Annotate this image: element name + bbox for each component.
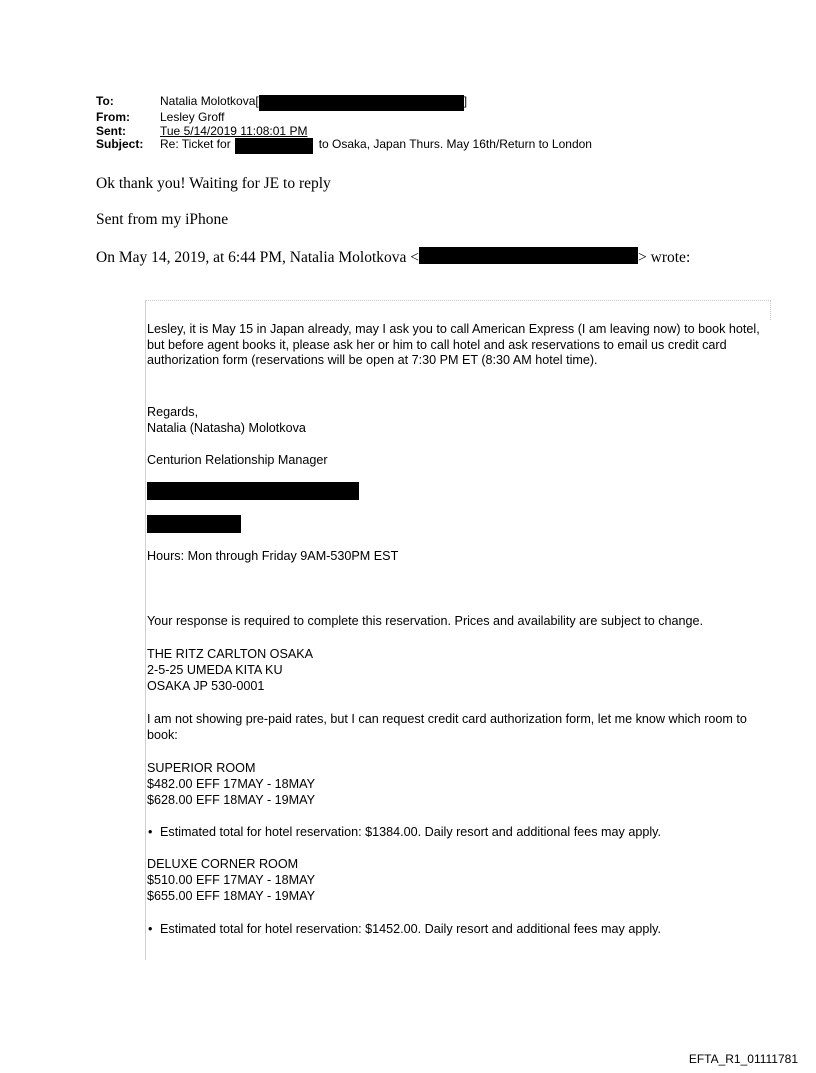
room1-estimate-text: Estimated total for hotel reservation: $1384.00. Daily resort and additional fees may apply. [160, 825, 661, 839]
subject-label: Subject: [96, 137, 144, 151]
bullet-glyph: • [148, 922, 153, 936]
hours: Hours: Mon through Friday 9AM-530PM EST [147, 549, 399, 563]
room2-name: DELUXE CORNER ROOM [147, 857, 299, 871]
room2-estimate [148, 922, 661, 938]
to-value: Natalia Molotkova[ [160, 94, 259, 108]
sent-value: Tue 5/14/2019 11:08:01 PM [160, 123, 308, 138]
from-label: From: [96, 110, 130, 124]
response-required: Your response is required to complete this reservation. Prices and availability are subject to change. [147, 614, 704, 628]
bullet-glyph: • [148, 825, 153, 839]
redaction-bar [259, 95, 464, 111]
reply-line: Ok thank you! Waiting for JE to reply [96, 175, 331, 192]
room2-rate1: $510.00 EFF 17MAY - 18MAY [147, 873, 315, 887]
room2-rate2: $655.00 EFF 18MAY - 19MAY [147, 889, 315, 903]
quote-border-top [145, 300, 771, 301]
room1-rate1: $482.00 EFF 17MAY - 18MAY [147, 777, 315, 791]
prepaid-note: I am not showing pre-paid rates, but I can request credit card authorization form, let me know which room to book: [147, 712, 747, 742]
sent-from-line: Sent from my iPhone [96, 211, 229, 228]
to-label: To: [96, 94, 114, 108]
email-header [96, 95, 592, 154]
redaction-bar [147, 482, 359, 500]
hotel-address-2: OSAKA JP 530-0001 [147, 679, 265, 693]
quote-border-right [770, 300, 771, 320]
sent-label: Sent: [96, 123, 126, 138]
quote-intro [96, 247, 690, 267]
signature-title: Centurion Relationship Manager [147, 453, 328, 467]
room1-name: SUPERIOR ROOM [147, 761, 256, 775]
from-row [96, 111, 592, 125]
room2-estimate-text: Estimated total for hotel reservation: $1452.00. Daily resort and additional fees may apply. [160, 922, 661, 936]
redaction-bar [419, 247, 638, 264]
quote-border-left [145, 300, 146, 960]
room1-estimate [148, 825, 661, 841]
signature-name: Natalia (Natasha) Molotkova [147, 421, 306, 435]
sent-row [96, 125, 592, 139]
redaction-bar [235, 138, 313, 154]
redaction-bar [147, 515, 241, 533]
regards: Regards, [147, 405, 199, 419]
subject-suffix: to Osaka, Japan Thurs. May 16th/Return to London [318, 137, 592, 151]
from-value: Lesley Groff [160, 110, 225, 124]
hotel-name: THE RITZ CARLTON OSAKA [147, 647, 314, 661]
hotel-address-1: 2-5-25 UMEDA KITA KU [147, 663, 283, 677]
quoted-paragraph: Lesley, it is May 15 in Japan already, may I ask you to call American Express (I am leaving now) to book hotel, but before agent books it, please ask her or him to call hotel and ask reservations to email us credit card authorization form (reservations will be open at 7:30 PM ET (8:30 AM hotel time). [147, 322, 760, 367]
to-suffix: ] [463, 94, 468, 108]
room1-rate2: $628.00 EFF 18MAY - 19MAY [147, 793, 315, 807]
quote-intro-prefix: On May 14, 2019, at 6:44 PM, Natalia Molotkova < [96, 249, 420, 266]
subject-prefix: Re: Ticket for [160, 137, 231, 151]
to-row [96, 95, 592, 111]
document-id: EFTA_R1_01111781 [688, 1052, 798, 1066]
quote-intro-suffix: > wrote: [638, 249, 691, 266]
subject-row [96, 138, 592, 154]
